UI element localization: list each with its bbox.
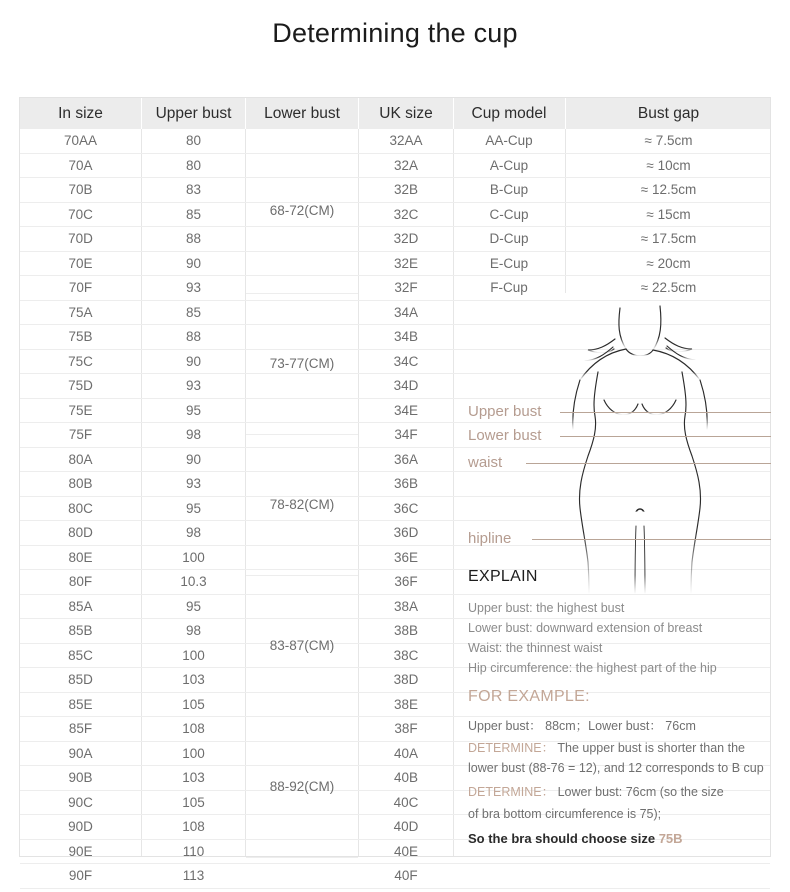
example-line-3: lower bust (88-76 = 12), and 12 corresponds to B cup (468, 761, 764, 775)
cell-uk-size: 40F (394, 868, 418, 883)
cell-in-size: 90B (68, 770, 93, 785)
header-sep-2 (245, 98, 246, 129)
cell-uk-size: 38C (393, 647, 419, 663)
female-torso-illustration (514, 294, 764, 594)
cell-upper-bust: 98 (185, 427, 202, 442)
measurement-diagram-panel (454, 294, 771, 857)
page-title: Determining the cup (272, 18, 518, 48)
table-row (20, 864, 770, 889)
table-row (20, 178, 770, 203)
cell-uk-size: 38A (393, 598, 419, 614)
cell-bust-gap: ≈ 10cm (646, 157, 691, 173)
cell-uk-size: 40C (393, 794, 419, 810)
label-waist: waist (468, 454, 503, 471)
cell-lower-bust-range: 78-82(CM) (246, 435, 358, 576)
cell-upper-bust: 100 (182, 745, 205, 761)
cell-in-size: 70F (68, 280, 93, 295)
determine-tag-1: DETERMINE： (468, 741, 555, 755)
leader-line-waist (526, 463, 771, 464)
example-line-2 (468, 742, 745, 755)
table-row (20, 154, 770, 179)
cell-cup-model: D-Cup (489, 231, 529, 246)
cell-uk-size: 36B (393, 476, 419, 491)
column-header-bust-gap: Bust gap (637, 105, 700, 122)
example-line-1: Upper bust： 88cm；Lower bust： 76cm (468, 719, 696, 733)
cell-uk-size: 32D (393, 231, 419, 246)
cell-in-size: 80D (68, 525, 93, 540)
cell-uk-size: 34C (393, 353, 419, 369)
cell-upper-bust: 95 (185, 500, 202, 516)
cell-uk-size: 34B (393, 329, 419, 344)
cell-lower-bust-range: 68-72(CM) (246, 129, 358, 294)
cell-in-size: 75A (68, 304, 93, 320)
cell-uk-size: 36E (393, 549, 419, 565)
cell-bust-gap: ≈ 7.5cm (644, 133, 693, 148)
column-header-uk-size: UK size (379, 105, 433, 122)
cell-in-size: 80B (68, 476, 93, 491)
cell-uk-size: 36F (394, 574, 418, 589)
column-header-in-size: In size (58, 105, 103, 122)
cell-uk-size: 36A (393, 451, 419, 467)
cell-cup-model: B-Cup (489, 182, 529, 197)
cell-uk-size: 38D (393, 672, 419, 687)
example-heading: FOR EXAMPLE: (468, 688, 590, 705)
cell-uk-size: 38F (394, 721, 418, 736)
cell-lower-bust-range: 73-77(CM) (246, 294, 358, 435)
cell-upper-bust: 113 (182, 868, 205, 883)
explain-line-4: Hip circumference: the highest part of the hip (468, 661, 717, 675)
cell-upper-bust: 108 (182, 819, 205, 834)
cell-upper-bust: 88 (185, 231, 202, 246)
cell-in-size: 85C (68, 647, 93, 663)
cell-in-size: 90F (68, 868, 93, 883)
header-sep-3 (358, 98, 359, 129)
cell-uk-size: 34E (393, 402, 419, 418)
cell-uk-size: 32C (393, 206, 419, 222)
cell-upper-bust: 85 (185, 206, 202, 222)
cell-cup-model: E-Cup (489, 255, 529, 271)
cell-in-size: 70C (68, 206, 93, 222)
cell-upper-bust: 100 (182, 647, 205, 663)
cell-upper-bust: 108 (182, 721, 205, 736)
explain-heading: EXPLAIN (468, 568, 538, 585)
cell-uk-size: 40E (393, 843, 419, 859)
cell-in-size: 85A (68, 598, 93, 614)
cell-lower-bust-range: 88-92(CM) (246, 717, 358, 858)
header-sep-4 (453, 98, 454, 129)
leader-line-upper-bust (560, 412, 771, 413)
cell-upper-bust: 83 (185, 182, 202, 197)
cell-in-size: 75C (68, 353, 93, 369)
determine-text-2: Lower bust: 76cm (so the size (554, 785, 724, 799)
cell-in-size: 75E (68, 402, 93, 418)
cell-in-size: 85E (68, 696, 93, 712)
cell-uk-size: 34A (393, 304, 419, 320)
table-header-row (20, 98, 770, 129)
table-row (20, 203, 770, 228)
cell-upper-bust: 105 (182, 794, 205, 810)
column-header-cup-model: Cup model (471, 105, 547, 122)
cell-bust-gap: ≈ 20cm (646, 255, 691, 271)
cell-uk-size: 38B (393, 623, 419, 638)
cell-upper-bust: 93 (185, 378, 202, 393)
cell-uk-size: 40D (393, 819, 419, 834)
cell-uk-size: 32AA (389, 133, 423, 148)
cell-uk-size: 36D (393, 525, 419, 540)
cell-upper-bust: 103 (182, 672, 205, 687)
cell-upper-bust: 100 (182, 549, 205, 565)
cell-upper-bust: 110 (182, 843, 205, 859)
cell-uk-size: 32B (393, 182, 419, 197)
cell-in-size: 70A (68, 157, 93, 173)
size-chart-table (19, 97, 771, 883)
conclusion-size: 75B (658, 831, 683, 846)
cell-uk-size: 32A (393, 157, 419, 173)
cell-upper-bust: 88 (185, 329, 202, 344)
cell-in-size: 85D (68, 672, 93, 687)
cell-upper-bust: 85 (185, 304, 202, 320)
cell-upper-bust: 98 (185, 525, 202, 540)
cell-cup-model: C-Cup (489, 206, 529, 222)
label-hipline: hipline (468, 530, 512, 547)
cell-in-size: 70B (68, 182, 93, 197)
cell-upper-bust: 93 (185, 280, 202, 295)
cell-uk-size: 32E (393, 255, 419, 271)
cell-bust-gap: ≈ 15cm (646, 206, 691, 222)
cell-in-size: 90A (68, 745, 93, 761)
cell-cup-model: F-Cup (490, 280, 528, 295)
cell-in-size: 80C (68, 500, 93, 516)
cell-in-size: 70AA (63, 133, 98, 148)
cell-upper-bust: 90 (185, 353, 202, 369)
cell-in-size: 75B (68, 329, 93, 344)
cell-in-size: 85B (68, 623, 93, 638)
leader-line-hipline (532, 539, 771, 540)
cell-uk-size: 40B (393, 770, 419, 785)
header-sep-1 (141, 98, 142, 129)
label-upper-bust: Upper bust (468, 403, 542, 420)
cell-upper-bust: 93 (185, 476, 202, 491)
cell-upper-bust: 103 (182, 770, 205, 785)
header-sep-5 (565, 98, 566, 129)
example-conclusion (468, 832, 683, 845)
cell-upper-bust: 90 (185, 451, 202, 467)
column-header-upper-bust: Upper bust (155, 105, 232, 122)
cell-uk-size: 34D (393, 378, 419, 393)
leader-line-lower-bust (560, 436, 771, 437)
column-header-lower-bust: Lower bust (264, 105, 340, 122)
cell-upper-bust: 95 (185, 598, 202, 614)
cell-in-size: 80A (68, 451, 93, 467)
example-line-4 (468, 786, 724, 799)
cell-in-size: 90D (68, 819, 93, 834)
explain-line-2: Lower bust: downward extension of breast (468, 621, 703, 635)
cell-bust-gap: ≈ 12.5cm (640, 182, 697, 197)
explain-line-3: Waist: the thinnest waist (468, 641, 603, 655)
cell-in-size: 70D (68, 231, 93, 246)
cell-upper-bust: 98 (185, 623, 202, 638)
cell-cup-model: A-Cup (489, 157, 529, 173)
conclusion-text: So the bra should choose size (468, 831, 659, 846)
cell-uk-size: 32F (394, 280, 418, 295)
cell-cup-model: AA-Cup (485, 133, 533, 148)
cell-bust-gap: ≈ 22.5cm (640, 280, 697, 295)
lower-bust-merged-column (246, 129, 358, 858)
cell-uk-size: 40A (393, 745, 419, 761)
cell-upper-bust: 10.3 (180, 574, 207, 589)
example-line-5: of bra bottom circumference is 75); (468, 807, 662, 821)
determine-tag-2: DETERMINE： (468, 785, 555, 799)
cell-upper-bust: 95 (185, 402, 202, 418)
cell-lower-bust-range: 83-87(CM) (246, 576, 358, 717)
cell-in-size: 80E (68, 549, 93, 565)
explain-line-1: Upper bust: the highest bust (468, 601, 625, 615)
cell-in-size: 85F (68, 721, 93, 736)
table-row (20, 129, 770, 154)
label-lower-bust: Lower bust (468, 427, 542, 444)
cell-uk-size: 38E (393, 696, 419, 712)
cell-uk-size: 34F (394, 427, 418, 442)
table-row (20, 252, 770, 277)
determine-text-1: The upper bust is shorter than the (554, 741, 745, 755)
cell-in-size: 90E (68, 843, 93, 859)
cell-upper-bust: 105 (182, 696, 205, 712)
cell-in-size: 90C (68, 794, 93, 810)
cell-upper-bust: 90 (185, 255, 202, 271)
table-row (20, 227, 770, 252)
cell-upper-bust: 80 (185, 157, 202, 173)
cell-uk-size: 36C (393, 500, 419, 516)
cell-in-size: 75F (68, 427, 93, 442)
cell-in-size: 75D (68, 378, 93, 393)
cell-bust-gap: ≈ 17.5cm (640, 231, 697, 246)
cell-in-size: 80F (68, 574, 93, 589)
cell-in-size: 70E (68, 255, 93, 271)
cell-upper-bust: 80 (185, 133, 202, 148)
